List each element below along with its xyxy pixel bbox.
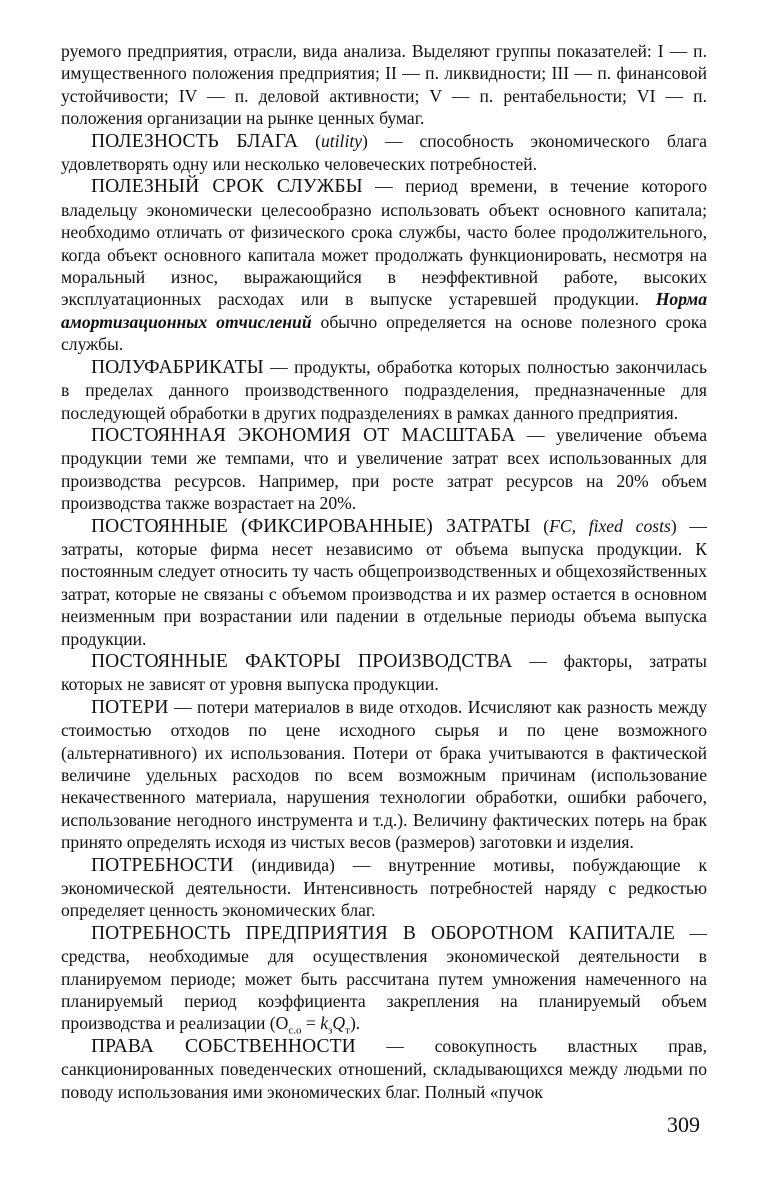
entry-prava-sobstvennosti [61,1035,707,1103]
english-term: utility [320,130,363,151]
entry-definition: — факторы, затраты которых не зависят от уровня выпуска продукции. [61,650,707,695]
english-term: FC, fixed costs [549,515,671,536]
formula-variable: Q [332,1013,346,1034]
entry-term: ПОТЕРИ [91,696,169,718]
entry-postoyannye-faktory [61,650,707,696]
formula-subscript: с.о [288,1024,302,1037]
formula-subscript: т [345,1024,350,1037]
entry-poleznost-blaga: ПОЛЕЗНОСТЬ БЛАГА (utility) — способность экономического блага удовлетворять одну или несколько человеческих потребностей. [61,130,707,175]
entry-definition: — период времени, в течение которого владельцу экономически целесообразно использовать объект основного капитала; необходимо отличать от физического срока службы, часто более продолжительного, когда объект основного капитала может продолжать функционировать, несмотря на моральный износ, выражающийся в неэффективной работе, высоких эксплуатационных расходах или в выпуске устаревшей продукции. [61,176,707,310]
entry-term: ПОСТОЯННЫЕ (ФИКСИРОВАННЫЕ) ЗАТРАТЫ [91,515,531,537]
entry-definition: — совокупность властных прав, санкционированных поведенческих отношений, складывающихся между людьми по поводу использования ими экономических благ. Полный «пучок [61,1035,707,1102]
entry-term: ПОТРЕБНОСТЬ ПРЕДПРИЯТИЯ В ОБОРОТНОМ КАПИТАЛЕ [91,922,675,944]
entry-polufabrikaty [61,356,707,424]
entry-definition: — продукты, обработка которых полностью закончилась в пределах данного производственного подразделения, предназначенные для последующей обработки в других подразделениях в рамках данного предприятия. [61,356,707,423]
entry-potrebnosti [61,854,707,922]
entry-term: ПОСТОЯННЫЕ ФАКТОРЫ ПРОИЗВОДСТВА [91,650,513,672]
formula-subscript: з [328,1024,333,1037]
dictionary-page [61,40,707,1103]
entry-definition: ) — затраты, которые фирма несет независимо от объема выпуска продукции. К постоянным следует относить ту часть общепроизводственных и общехозяйственных затрат, которые не связаны с объемом производства и их размер остается в основном неизменным при возрастании или падении в отдельные периоды объема выпуска продукции. [61,515,708,649]
entry-term: ПОЛЕЗНОСТЬ БЛАГА [91,130,299,152]
entry-definition: — увеличение объема продукции теми же темпами, что и увеличение затрат всех использованных для производства ресурсов. Например, при росте затрат ресурсов на 20% объем производства также возрастает на 20%. [61,424,707,514]
entry-definition: — средства, необходимые для осуществления экономической деятельности в планируемом периоде; может быть рассчитана путем умножения намеченного на планируемый период коэффициента закрепления на планируемый объем производства и реализации (О [61,922,707,1034]
entry-term: ПРАВА СОБСТВЕННОСТИ [91,1035,356,1057]
intro-paragraph: руемого предприятия, отрасли, вида анализа. Выделяют группы показателей: I — п. имущественного положения предприятия; II — п. ликвидности; III — п. финансовой устойчивости; IV — п. деловой активности; V — п. рентабельности; VI — п. положения организации на рынке ценных бумаг. [61,41,707,129]
entry-definition: — потери материалов в виде отходов. Исчисляют как разность между стоимостью отходов по цене исходного сырья и по цене возможного (альтернативного) их использования. Потери от брака учитываются в фактической величине удельных расходов по всем возможным причинам (использование некачественного материала, нарушения технологии обработки, ошибки рабочего, использование негодного инструмента и т.д.). Величину фактических потерь на брак принято определять исходя из чистых весов (размеров) заготовки и изделия. [61,696,707,853]
entry-term: ПОЛЕЗНЫЙ СРОК СЛУЖБЫ [91,176,363,198]
cross-reference: Норма амортизационных отчислений [61,289,707,332]
entry-definition: ) — способность экономического блага удовлетворять одну или несколько человеческих потребностей. [61,130,707,175]
entry-postoyannye-zatraty: ПОСТОЯННЫЕ (ФИКСИРОВАННЫЕ) ЗАТРАТЫ (FC, fixed costs) — затраты, которые фирма несет независимо от объема выпуска продукции. К постоянным следует относить ту часть общепроизводственных и общехозяйственных затрат, которые не связаны с объемом производства и их размер остается в основном неизменным при возрастании или падении в отдельные периоды объема выпуска продукции. [61,515,708,649]
entry-term: ПОСТОЯННАЯ ЭКОНОМИЯ ОТ МАСШТАБА [91,424,516,446]
entry-poteri [61,696,707,854]
entry-term: ПОТРЕБНОСТИ [91,854,234,876]
page-number: 309 [667,1112,700,1137]
entry-term: ПОЛУФАБРИКАТЫ [91,356,264,378]
entry-polezny-srok-sluzhby: ПОЛЕЗНЫЙ СРОК СЛУЖБЫ — период времени, в течение которого владельцу экономически целесообразно использовать объект основного капитала; необходимо отличать от физического срока службы, часто более продолжительного, когда объект основного капитала может продолжать функционировать, несмотря на моральный износ, выражающийся в неэффективной работе, высоких эксплуатационных расходах или в выпуске устаревшей продукции. Норма амортизационных отчислений обычно определяется на основе полезного срока службы. [61,176,707,355]
formula-variable: k [320,1013,329,1034]
entry-postoyannaya-ekonomiya [61,424,707,515]
entry-definition: (индивида) — внутренние мотивы, побуждающие к экономической деятельности. Интенсивность потребностей наряду с редкостью определяет ценность экономических благ. [61,854,707,921]
entry-potrebnost-predpriyatiya: ПОТРЕБНОСТЬ ПРЕДПРИЯТИЯ В ОБОРОТНОМ КАПИТАЛЕ — средства, необходимые для осуществления экономической деятельности в планируемом периоде; может быть рассчитана путем умножения намеченного на планируемый период коэффициента закрепления на планируемый объем производства и реализации $(О_{с.о} = k_зQ_т)$. [61,922,707,1037]
